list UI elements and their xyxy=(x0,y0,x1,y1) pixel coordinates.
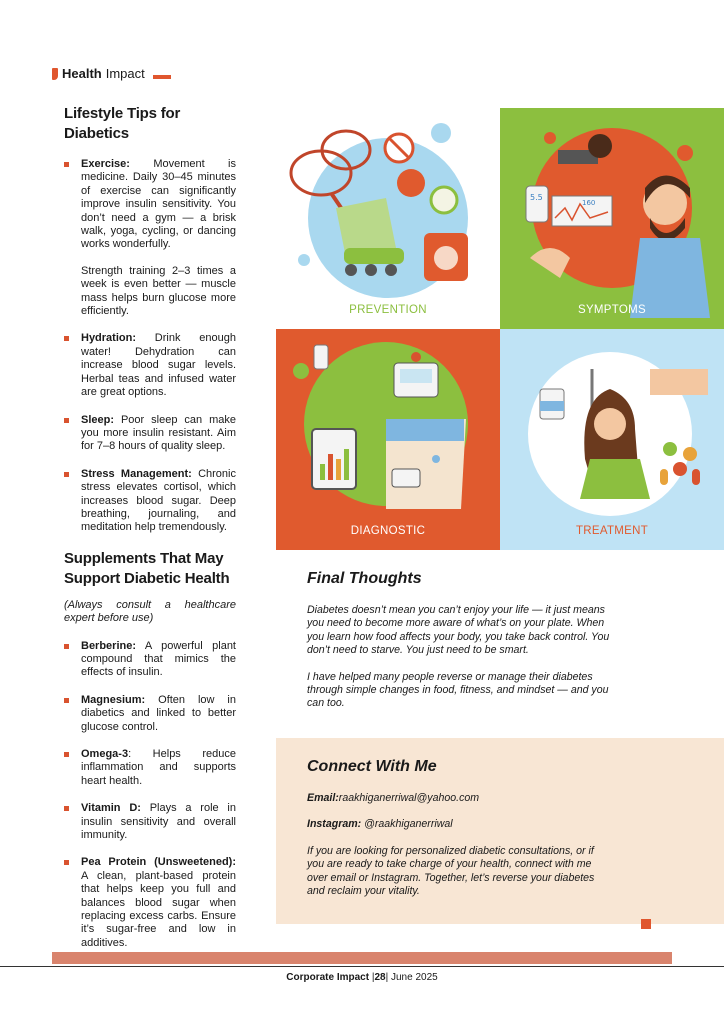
list-item xyxy=(64,856,236,950)
footer-rule xyxy=(0,966,724,967)
diagnostic-illustration xyxy=(276,329,500,550)
supplement-label: Pea Protein (Unsweetened): xyxy=(81,856,236,869)
list-item xyxy=(64,802,236,842)
tip-label: Sleep: xyxy=(81,413,115,426)
instagram-label: Instagram: xyxy=(307,818,362,831)
email-address[interactable]: raakhiganerriwal@yahoo.com xyxy=(338,792,480,804)
meter-reading: 5.5 xyxy=(530,193,543,202)
list-item xyxy=(64,414,236,454)
tip-label: Hydration: xyxy=(81,332,136,345)
diagnostic-panel xyxy=(276,329,500,550)
supplement-label: Berberine: xyxy=(81,639,137,652)
final-paragraph: I have helped many people reverse or manage their diabetes through simple changes in food, fitness, and mindset — and you can too. xyxy=(307,670,609,710)
infographic-grid xyxy=(276,108,724,551)
list-item xyxy=(64,468,236,535)
section-tag xyxy=(52,66,171,81)
lifestyle-heading: Lifestyle Tips for Diabetics xyxy=(64,105,181,142)
list-item xyxy=(64,158,236,318)
supplement-text: Plays a role in insulin sensitivity and overall immunity. xyxy=(81,802,236,842)
symptoms-illustration xyxy=(500,108,724,329)
connect-body: If you are looking for personalized diabetic consultations, or if you are ready to take charge of your health, connect with me over email or Instagram. Together, let’s reverse your diabetes and reclaim your vitality. xyxy=(307,844,595,898)
section-name-bold: Health xyxy=(62,66,102,81)
treatment-panel xyxy=(500,329,724,550)
instagram-line xyxy=(307,818,607,831)
final-heading: Final Thoughts xyxy=(307,570,422,587)
symptoms-panel xyxy=(500,108,724,329)
treatment-illustration xyxy=(500,329,724,550)
final-thoughts xyxy=(307,570,623,724)
tip-text: Drink enough water! Dehydration can increase blood sugar levels. Herbal teas and infused water are great options. xyxy=(81,332,236,399)
email-label: Email: xyxy=(307,792,339,804)
prevention-illustration xyxy=(276,108,500,329)
tip-text: Poor sleep can make you more insulin resistant. Aim for 7–8 hours of quality sleep. xyxy=(81,413,236,453)
page-footer: Corporate Impact |28| June 2025 xyxy=(286,972,438,983)
tip-text: Chronic stress elevates cortisol, which increases blood sugar. Deep breathing, journaling, and meditation help tremendously. xyxy=(81,467,236,534)
section-underline xyxy=(153,75,171,79)
list-item xyxy=(64,640,236,680)
prevention-panel xyxy=(276,108,500,329)
page-number: 28 xyxy=(374,972,386,983)
supplement-label: Omega-3 xyxy=(81,748,129,760)
instagram-handle[interactable]: @raakhiganerriwal xyxy=(361,818,453,831)
diagnostic-caption: DIAGNOSTIC xyxy=(350,525,426,537)
list-item xyxy=(64,694,236,734)
symptoms-caption: SYMPTOMS xyxy=(577,304,646,316)
tip-text: Movement is medicine. Daily 30–45 minutes of exercise can significantly improve insulin sensitivity. You don’t need a gym — a brisk walk, yoga, cycling, or dancing works wonderfully. xyxy=(81,158,236,251)
supplements-heading: Supplements That May Support Diabetic Health xyxy=(64,549,230,587)
end-square xyxy=(641,919,651,929)
supplement-text: A powerful plant compound that mimics the effects of insulin. xyxy=(81,639,236,679)
monitor-reading: 160 xyxy=(582,199,596,207)
prevention-caption: PREVENTION xyxy=(349,304,427,316)
supplements-note: (Always consult a healthcare expert before use) xyxy=(64,598,236,625)
tip-extra: Strength training 2–3 times a week is even better — muscle mass helps burn glucose more efficiently. xyxy=(81,264,236,318)
list-item xyxy=(64,332,236,399)
supplement-text: Often low in diabetics and linked to better glucose control. xyxy=(81,693,236,733)
list-item xyxy=(64,748,236,788)
connect-heading: Connect With Me xyxy=(307,758,437,775)
connect-box xyxy=(276,738,724,924)
issue-date: June 2025 xyxy=(390,972,438,983)
treatment-caption: TREATMENT xyxy=(575,525,649,537)
lifestyle-list xyxy=(64,158,236,535)
supplement-text: : Helps reduce inflammation and supports heart health. xyxy=(81,748,236,787)
final-paragraph: Diabetes doesn’t mean you can’t enjoy your life — it just means you need to become more aware of what’s on your plate. When you learn how food affects your body, you take back control. You don’t need to starve. You just need to be smart. xyxy=(307,604,610,657)
left-column xyxy=(64,104,236,964)
tip-label: Stress Management: xyxy=(81,467,192,480)
tip-label: Exercise: xyxy=(81,158,130,170)
magazine-name: Corporate Impact xyxy=(286,972,370,983)
email-line xyxy=(307,792,607,805)
supplements-list xyxy=(64,640,236,951)
section-name: Impact xyxy=(105,66,145,81)
supplement-text: A clean, plant-based protein that helps keep you full and balances blood sugar when replacing excess carbs. Ensure it’s sugar-free and low in additives. xyxy=(81,869,236,949)
supplement-label: Vitamin D: xyxy=(81,802,141,815)
section-marker-icon xyxy=(52,68,58,80)
footer-bar xyxy=(52,952,672,964)
supplement-label: Magnesium: xyxy=(81,693,146,706)
